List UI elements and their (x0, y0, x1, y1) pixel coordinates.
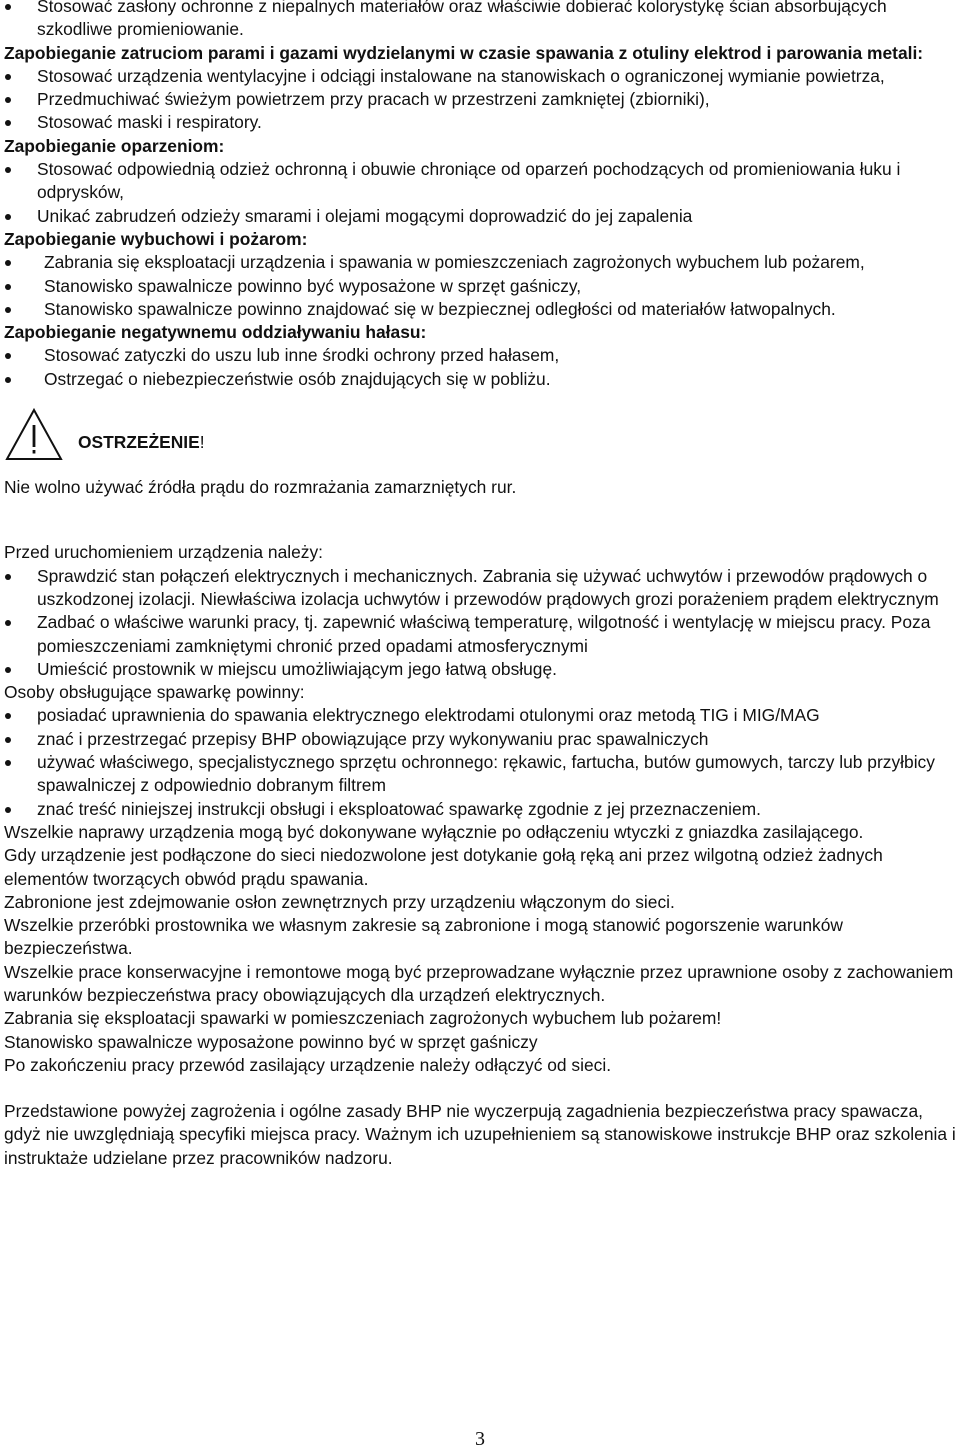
rule-paragraph: Zabrania się eksploatacji spawarki w pomieszczeniach zagrożonych wybuchem lub pożarem! (4, 1008, 722, 1029)
list-item: Stosować zasłony ochronne z niepalnych materiałów oraz właściwie dobierać kolorystykę ścian absorbujących szkodliwe promieniowanie. (4, 0, 956, 42)
page-number: 3 (475, 1428, 485, 1450)
section-heading: Zapobieganie wybuchowi i pożarom: (4, 228, 308, 249)
before-start-intro: Przed uruchomieniem urządzenia należy: (4, 542, 323, 563)
warning-triangle-icon (4, 407, 64, 463)
rule-paragraph: Po zakończeniu pracy przewód zasilający urządzenie należy odłączyć od sieci. (4, 1054, 612, 1075)
list-item: Stanowisko spawalnicze powinno być wyposażone w sprzęt gaśniczy, (4, 275, 956, 298)
document-page (4, 0, 956, 1170)
list-item: Zabrania się eksploatacji urządzenia i spawania w pomieszczeniach zagrożonych wybuchem lub pożarem, (4, 251, 956, 274)
list-item: Sprawdzić stan połączeń elektrycznych i mechanicznych. Zabrania się używać uchwytów i przewodów prądowych o uszkodzonej izolacji. Niewłaściwa izolacja uchwytów i przewodów prądowych grozi porażeniem prądem elektrycznym (4, 565, 956, 612)
list-item: Stosować zatyczki do uszu lub inne środki ochrony przed hałasem, (4, 344, 956, 367)
rule-paragraph: Stanowisko spawalnicze wyposażone powinno być w sprzęt gaśniczy (4, 1031, 538, 1052)
list-item: Ostrzegać o niebezpieczeństwie osób znajdujących się w pobliżu. (4, 368, 956, 391)
warning-text: Nie wolno używać źródła prądu do rozmrażania zamarzniętych rur. (4, 477, 517, 498)
operators-intro: Osoby obsługujące spawarkę powinny: (4, 682, 305, 703)
section-explosion (4, 228, 956, 321)
list-item: Przedmuchiwać świeżym powietrzem przy pracach w przestrzeni zamkniętej (zbiorniki), (4, 88, 956, 111)
section-noise (4, 321, 956, 391)
list-item: Zadbać o właściwe warunki pracy, tj. zapewnić właściwą temperaturę, wilgotność i wentylację w miejscu pracy. Poza pomieszczeniami zamkniętymi chronić przed opadami atmosferycznymi (4, 611, 956, 658)
section-burns (4, 135, 956, 228)
list-item: Stosować maski i respiratory. (4, 111, 956, 134)
list-item: znać treść niniejszej instrukcji obsługi i eksploatować spawarkę zgodnie z jej przeznaczeniem. (4, 798, 956, 821)
list-item: używać właściwego, specjalistycznego sprzętu ochronnego: rękawic, fartucha, butów gumowych, tarczy lub przyłbicy spawalniczej z odpowiednio dobranym filtrem (4, 751, 956, 798)
section-fumes (4, 42, 956, 135)
intro-list (4, 0, 956, 42)
operators-list (4, 704, 956, 820)
list-item: Stanowisko spawalnicze powinno znajdować się w bezpiecznej odległości od materiałów łatwopalnych. (4, 298, 956, 321)
list-item: znać i przestrzegać przepisy BHP obowiązujące przy wykonywaniu prac spawalniczych (4, 728, 956, 751)
list-item: Stosować odpowiednią odzież ochronną i obuwie chroniące od oparzeń pochodzących od promieniowania łuku i odprysków, (4, 158, 956, 205)
list-item: Stosować urządzenia wentylacyjne i odciągi instalowane na stanowiskach o ograniczonej wymianie powietrza, (4, 65, 956, 88)
rule-paragraph: Wszelkie przeróbki prostownika we własnym zakresie są zabronione i mogą stanowić pogorszenie warunków bezpieczeństwa. (4, 915, 843, 959)
list-item: posiadać uprawnienia do spawania elektrycznego elektrodami otulonymi oraz metodą TIG i MIG/MAG (4, 704, 956, 727)
warning-label: OSTRZEŻENIE! (78, 432, 205, 453)
rule-paragraph: Wszelkie naprawy urządzenia mogą być dokonywane wyłącznie po odłączeniu wtyczki z gniazdka zasilającego. (4, 821, 864, 842)
rule-paragraph: Gdy urządzenie jest podłączone do sieci niedozwolone jest dotykanie gołą ręką ani przez wilgotną odzież żadnych elementów tworzących obwód prądu spawania. (4, 845, 883, 889)
list-item: Unikać zabrudzeń odzieży smarami i olejami mogącymi doprowadzić do jej zapalenia (4, 205, 956, 228)
section-heading: Zapobieganie negatywnemu oddziaływaniu hałasu: (4, 322, 427, 343)
closing-paragraph: Przedstawione powyżej zagrożenia i ogólne zasady BHP nie wyczerpują zagadnienia bezpieczeństwa pracy spawacza, gdyż nie uwzględniają specyfiki miejsca pracy. Ważnym ich uzupełnieniem są stanowiskowe instrukcje BHP oraz szkolenia i instruktaże udzielane przez pracowników nadzoru. (4, 1101, 956, 1168)
rules-block (4, 821, 956, 1077)
rule-paragraph: Zabronione jest zdejmowanie osłon zewnętrznych przy urządzeniu włączonym do sieci. (4, 891, 675, 912)
list-item: Umieścić prostownik w miejscu umożliwiającym jego łatwą obsługę. (4, 658, 956, 681)
section-heading: Zapobieganie zatruciom parami i gazami wydzielanymi w czasie spawania z otuliny elektrod i parowania metali: (4, 42, 924, 63)
before-start-list (4, 565, 956, 681)
rule-paragraph: Wszelkie prace konserwacyjne i remontowe mogą być przeprowadzane wyłącznie przez uprawnione osoby z zachowaniem warunków bezpieczeństwa pracy obowiązujących dla urządzeń elektrycznych. (4, 961, 954, 1005)
section-heading: Zapobieganie oparzeniom: (4, 135, 225, 156)
warning-block (4, 407, 956, 465)
